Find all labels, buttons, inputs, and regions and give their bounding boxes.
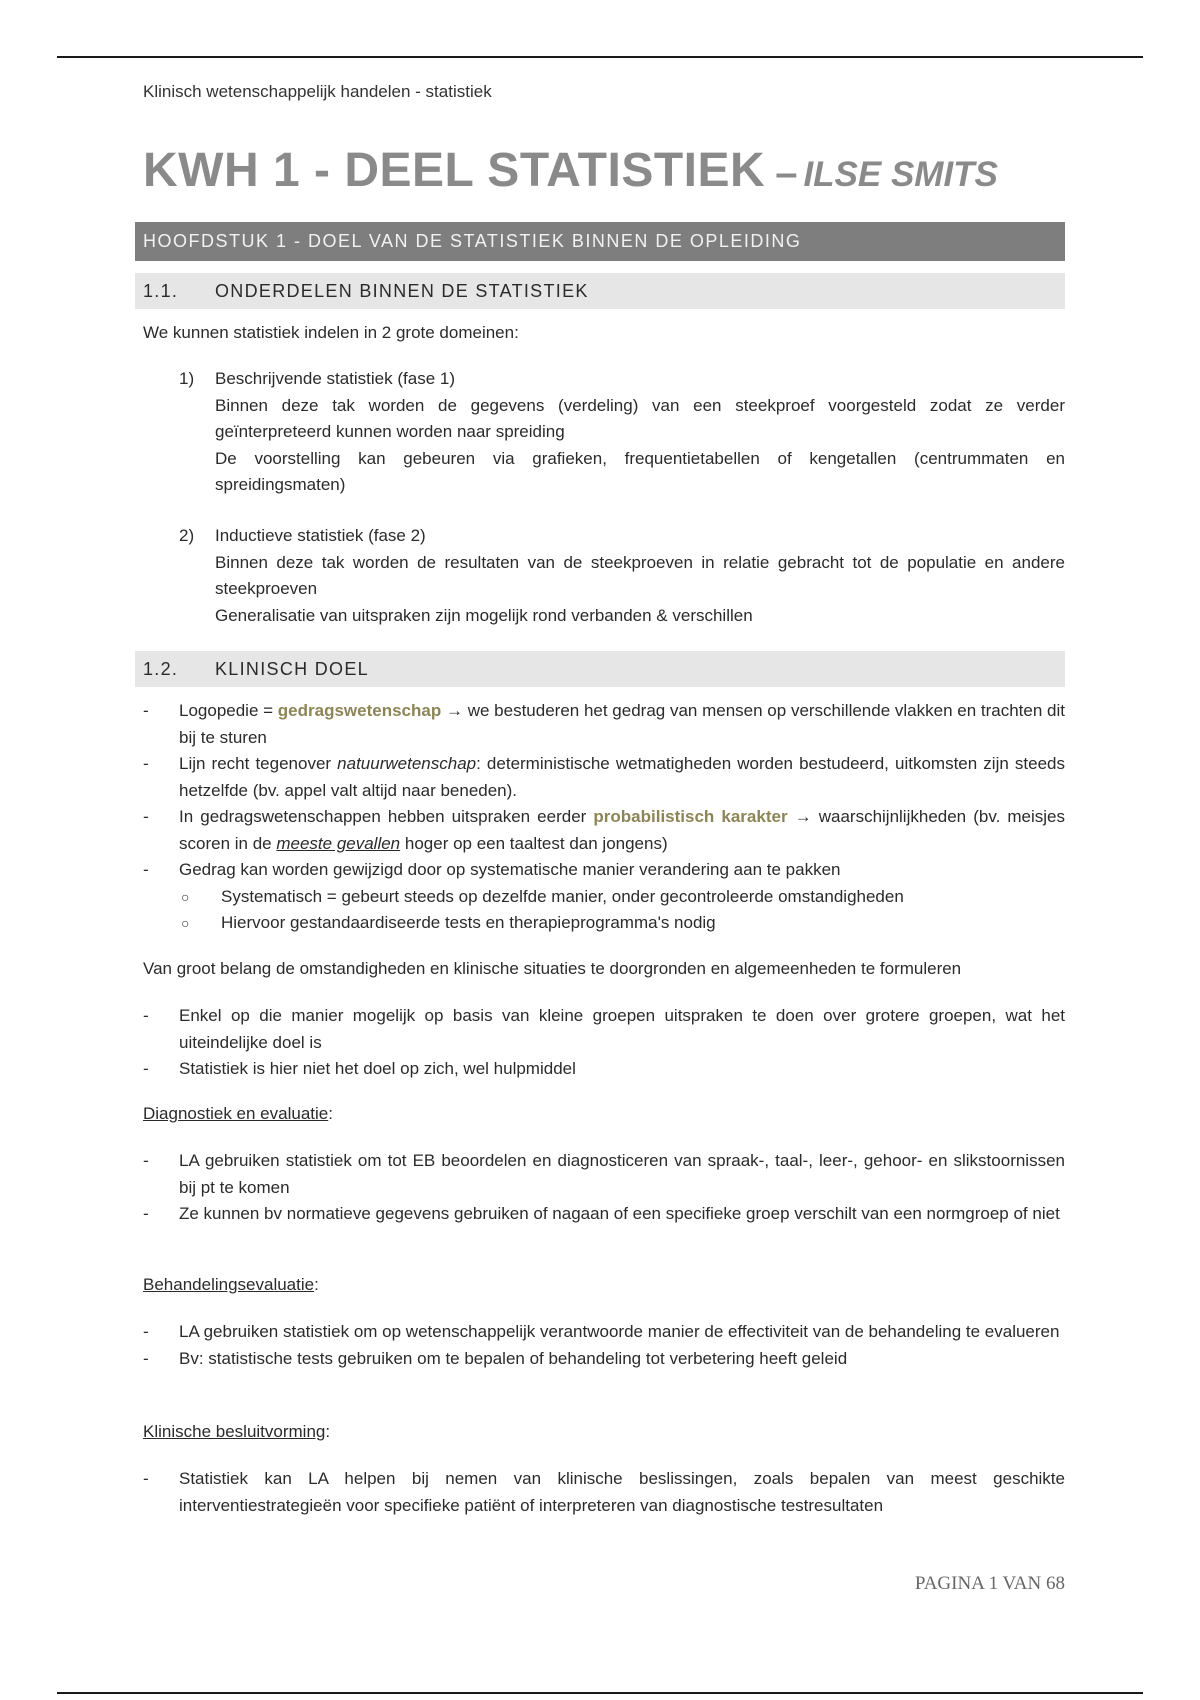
document-title-main: KWH 1 - DEEL STATISTIEK	[143, 144, 766, 197]
item-heading: Inductieve statistiek (fase 2)	[215, 526, 426, 545]
bottom-rule	[57, 1692, 1143, 1694]
list-marker: 1)	[179, 369, 195, 388]
section-number: 1.2.	[143, 659, 179, 679]
list-item: - Enkel op die manier mogelijk op basis van kleine groepen uitspraken te doen over grotere groepen, wat het uiteindelijke doel is	[143, 1006, 1065, 1052]
italic-term: natuurwetenschap	[337, 754, 477, 773]
item-text: Generalisatie van uitspraken zijn mogelijk rond verbanden & verschillen	[215, 605, 753, 625]
list-item: - LA gebruiken statistiek om tot EB beoordelen en diagnosticeren van spraak-, taal-, leer-, gehoor- en slikstoornissen bij pt te komen	[143, 1151, 1065, 1197]
list-item: - LA gebruiken statistiek om op wetenschappelijk verantwoorde manier de effectiviteit van de behandeling te evalueren	[143, 1322, 1060, 1341]
bullet-list-diagnostiek	[143, 1148, 1065, 1228]
bullet-list-klinisch-doel	[143, 698, 1065, 937]
subheading-diagnostiek: Diagnostiek en evaluatie:	[143, 1104, 333, 1123]
sub-list-item: ○ Hiervoor gestandaardiseerde tests en therapieprogramma's nodig	[143, 910, 1065, 937]
bullet-list-behandeling	[143, 1319, 1065, 1372]
section-heading-1-2	[135, 651, 1065, 687]
paragraph: Van groot belang de omstandigheden en klinische situaties te doorgronden en algemeenheden te formuleren	[143, 959, 962, 978]
section-title: ONDERDELEN BINNEN DE STATISTIEK	[215, 281, 589, 301]
highlighted-term: probabilistisch karakter	[593, 807, 788, 826]
list-item: - In gedragswetenschappen hebben uitspraken eerder probabilistisch karakter → waarschijnlijkheden (bv. meisjes scoren in de meeste gevallen hoger op een taaltest dan jongens)	[143, 807, 1065, 853]
section-number: 1.1.	[143, 281, 179, 301]
top-rule	[57, 56, 1143, 58]
section-title: KLINISCH DOEL	[215, 659, 369, 679]
list-item: - Gedrag kan worden gewijzigd door op systematische manier verandering aan te pakken	[143, 860, 841, 879]
document-author: ILSE SMITS	[803, 155, 998, 194]
item-text: Binnen deze tak worden de gegevens (verdeling) van een steekproef voorgesteld zodat ze verder geïnterpreteerd kunnen worden naar spreiding	[215, 395, 1065, 441]
list-item: - Bv: statistische tests gebruiken om te bepalen of behandeling tot verbetering heeft geleid	[143, 1348, 848, 1368]
chapter-heading: HOOFDSTUK 1 - DOEL VAN DE STATISTIEK BINNEN DE OPLEIDING	[135, 222, 1065, 261]
bullet-list-goal	[143, 1003, 1065, 1083]
highlighted-term: gedragswetenschap	[277, 701, 442, 720]
page-number: PAGINA 1 VAN 68	[914, 1573, 1065, 1594]
list-marker: 2)	[179, 526, 195, 545]
subheading-behandelingsevaluatie: Behandelingsevaluatie:	[143, 1275, 319, 1294]
section-heading-1-1	[135, 273, 1065, 309]
numbered-item-2	[143, 523, 1065, 629]
circle-bullet-icon: ○	[181, 915, 190, 931]
running-header: Klinisch wetenschappelijk handelen - statistiek	[143, 82, 492, 101]
emphasis-term: meeste gevallen	[276, 833, 401, 853]
title-separator: –	[775, 151, 798, 195]
section-intro: We kunnen statistiek indelen in 2 grote domeinen:	[143, 323, 519, 342]
circle-bullet-icon: ○	[181, 888, 190, 905]
sub-list-item: ○ Systematisch = gebeurt steeds op dezelfde manier, onder gecontroleerde omstandigheden	[143, 884, 1065, 911]
list-item: - Ze kunnen bv normatieve gegevens gebruiken of nagaan of een specifieke groep verschilt van een normgroep of niet	[143, 1204, 1060, 1223]
item-heading: Beschrijvende statistiek (fase 1)	[215, 369, 455, 388]
subheading-besluitvorming: Klinische besluitvorming:	[143, 1422, 331, 1441]
document-title	[143, 143, 998, 198]
numbered-item-1	[143, 366, 1065, 499]
list-item: - Statistiek is hier niet het doel op zich, wel hulpmiddel	[143, 1059, 576, 1078]
item-text: Binnen deze tak worden de resultaten van de steekproeven in relatie gebracht tot de populatie en andere steekproeven	[215, 552, 1065, 598]
item-text: De voorstelling kan gebeuren via grafieken, frequentietabellen of kengetallen (centrummaten en spreidingsmaten)	[215, 448, 1065, 494]
bullet-list-besluitvorming	[143, 1466, 1065, 1519]
list-item: - Lijn recht tegenover natuurwetenschap: deterministische wetmatigheden worden bestudeerd, uitkomsten zijn steeds hetzelfde (bv. appel valt altijd naar beneden).	[143, 754, 1065, 800]
list-item: - Statistiek kan LA helpen bij nemen van klinische beslissingen, zoals bepalen van meest geschikte interventiestrategieën voor specifieke patiënt of interpreteren van diagnostische testresultaten	[143, 1469, 1065, 1515]
list-item: - Logopedie = gedragswetenschap → we bestuderen het gedrag van mensen op verschillende vlakken en trachten dit bij te sturen	[143, 701, 1065, 747]
